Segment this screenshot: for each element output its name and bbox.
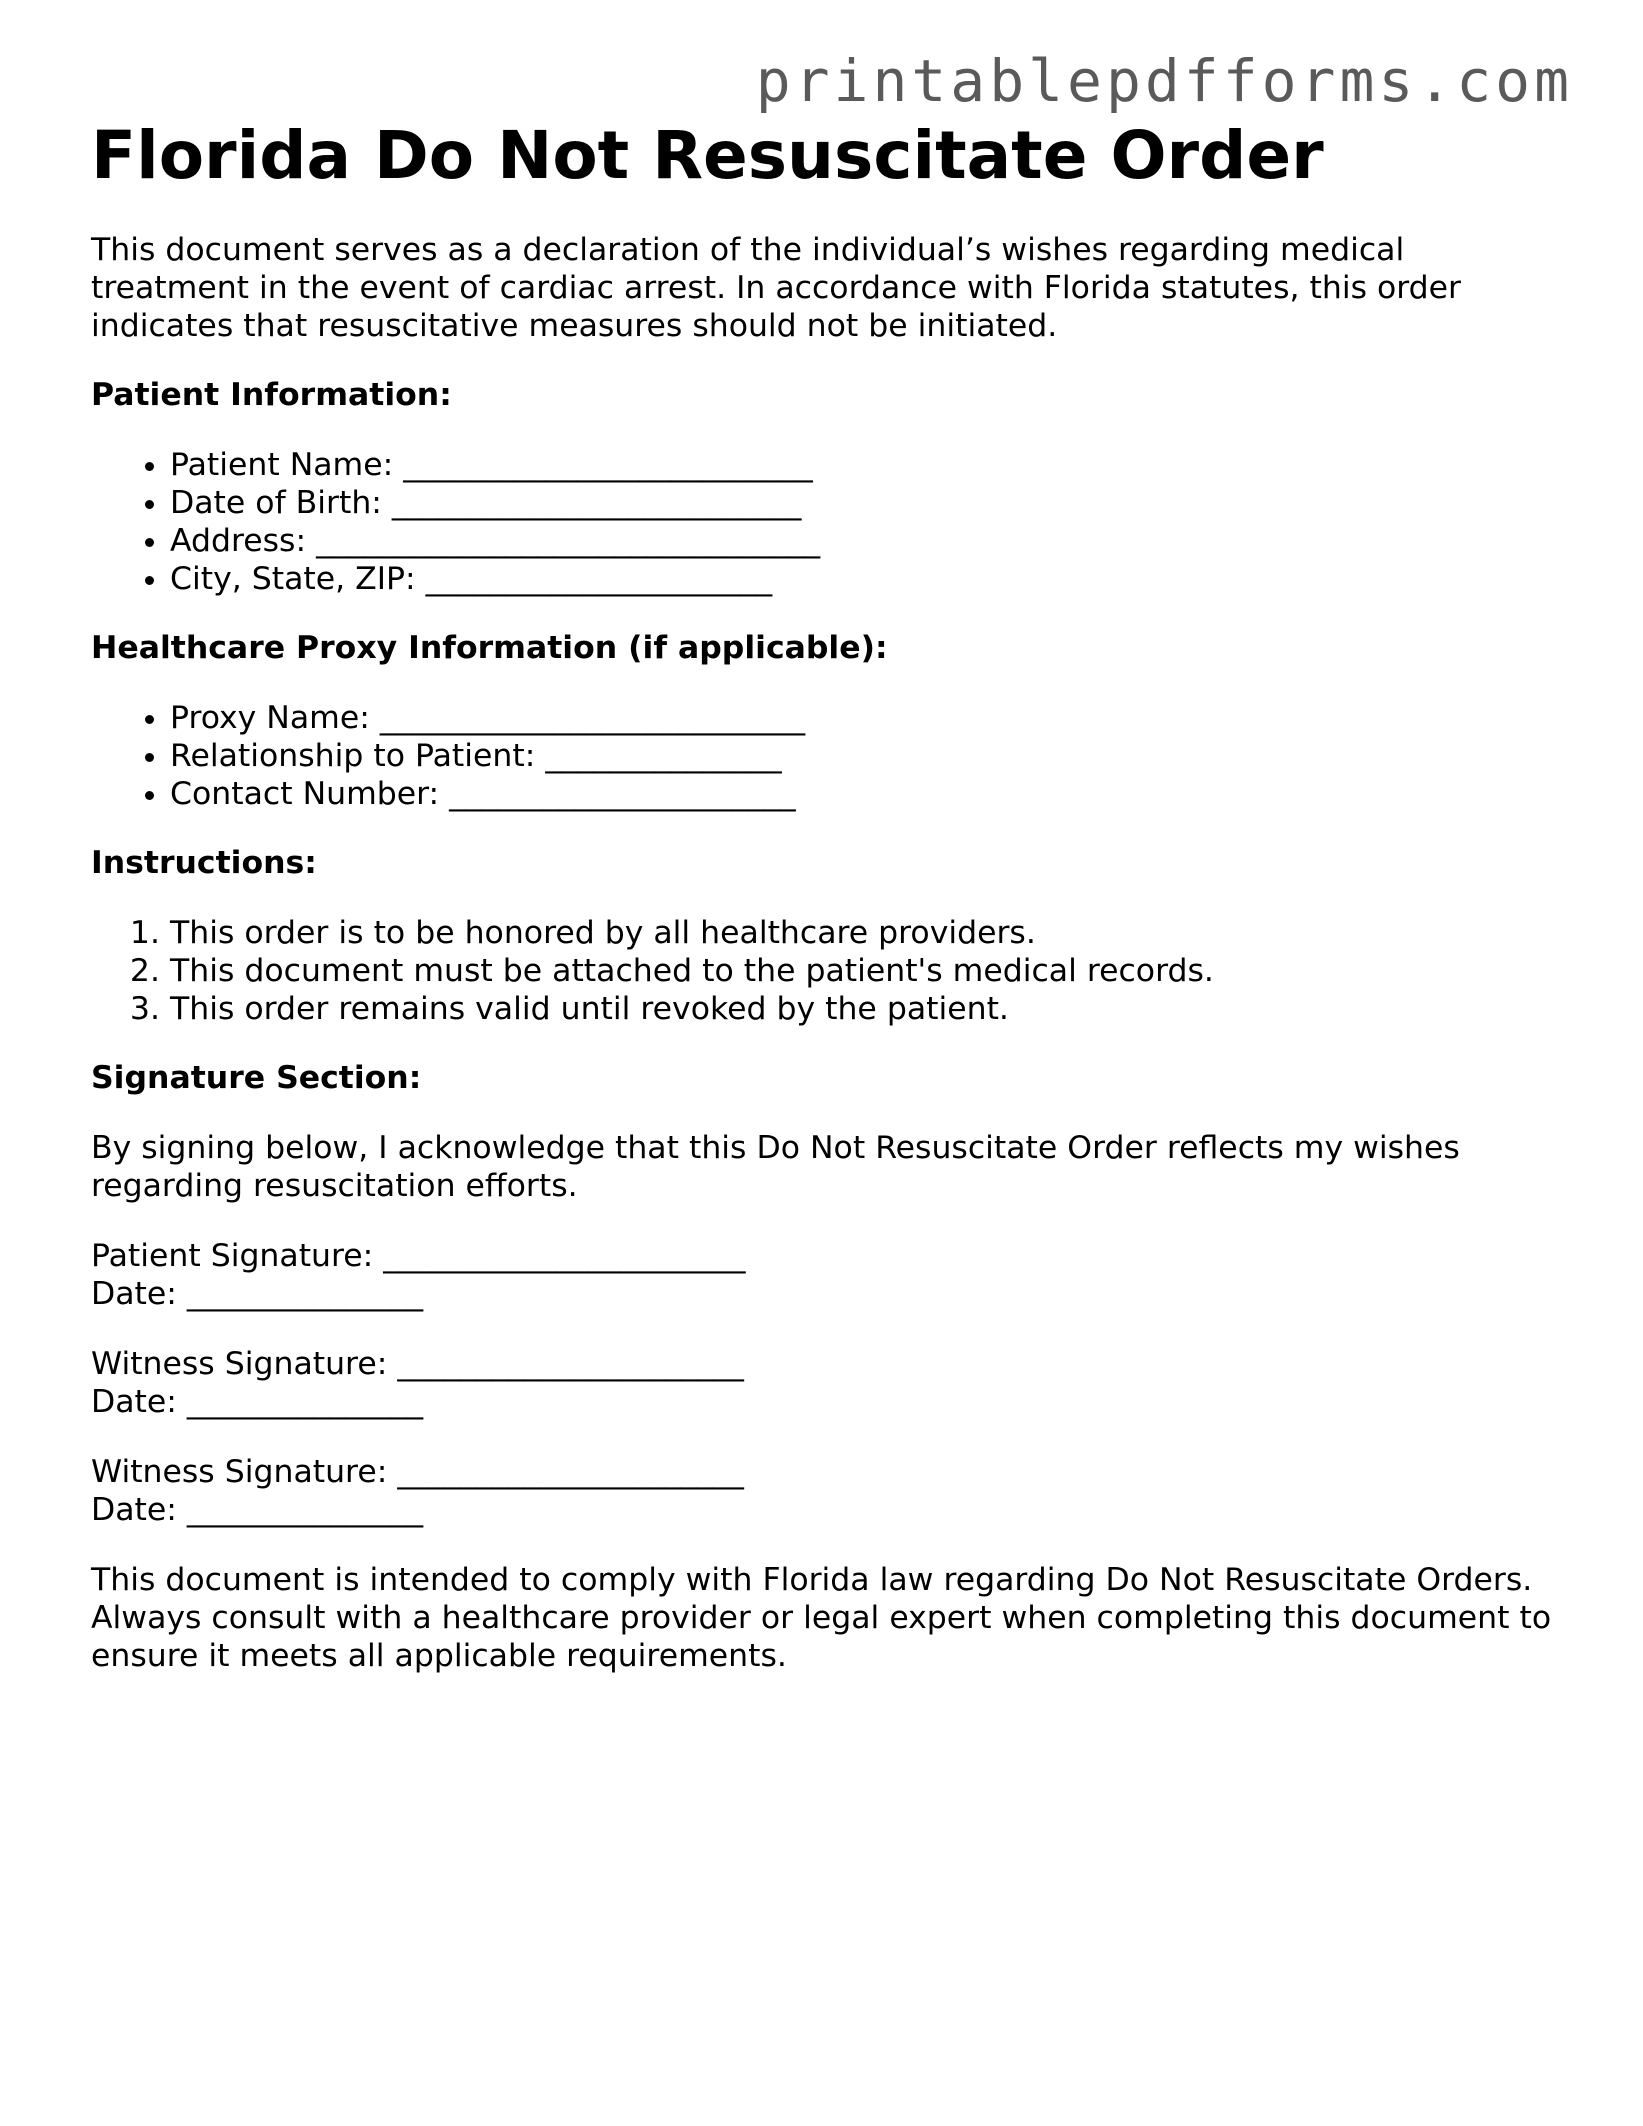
patient-info-list [91,446,1571,598]
acknowledgement-paragraph: By signing below, I acknowledge that this Do Not Resuscitate Order reflects my wishes regarding resuscitation efforts. [91,1130,1460,1205]
city-state-zip-field: • City, State, ZIP: ______________________ [170,560,1571,598]
witness-signature-line: Witness Signature: ______________________ [91,1346,744,1383]
address-field: • Address: ________________________________ [170,522,1571,560]
patient-name-field: • Patient Name: __________________________ [170,446,1571,484]
instruction-item: 2. This document must be attached to the patient's medical records. [170,952,1571,990]
proxy-info-heading: Healthcare Proxy Information (if applicable): [91,630,888,667]
patient-date-line: Date: _______________ [91,1276,424,1313]
patient-signature-block [91,1237,1571,1313]
proxy-name-field: • Proxy Name: ___________________________ [170,699,1571,737]
instruction-item: 3. This order remains valid until revoked by the patient. [170,990,1571,1028]
instruction-item: 1. This order is to be honored by all healthcare providers. [170,914,1571,952]
watermark: printablepdfforms.com [755,47,1573,115]
intro-paragraph: This document serves as a declaration of the individual’s wishes regarding medical treatment in the event of cardiac arrest. In accordance with Florida statutes, this order indicates that resuscitative measures should not be initiated. [91,232,1461,345]
document-page [91,116,1571,1675]
patient-signature-line: Patient Signature: _______________________ [91,1238,746,1275]
page-title: Florida Do Not Resuscitate Order [91,117,1324,194]
witness-signature-line-2: Witness Signature: ______________________ [91,1454,744,1491]
witness-date-line: Date: _______________ [91,1384,424,1421]
footer-paragraph: This document is intended to comply with Florida law regarding Do Not Resuscitate Orders. Always consult with a healthcare provider or legal expert when completing this document to ensure it meets all applicable requirements. [91,1562,1552,1675]
instructions-list [91,914,1571,1028]
relationship-field: • Relationship to Patient: _______________ [170,737,1571,775]
patient-info-heading: Patient Information: [91,377,452,414]
signature-heading: Signature Section: [91,1060,422,1097]
contact-number-field: • Contact Number: ______________________ [170,775,1571,813]
instructions-heading: Instructions: [91,845,317,882]
witness-signature-block [91,1345,1571,1421]
witness-signature-block-2 [91,1453,1571,1529]
witness-date-line-2: Date: _______________ [91,1492,424,1529]
proxy-info-list [91,699,1571,813]
date-of-birth-field: • Date of Birth: __________________________ [170,484,1571,522]
